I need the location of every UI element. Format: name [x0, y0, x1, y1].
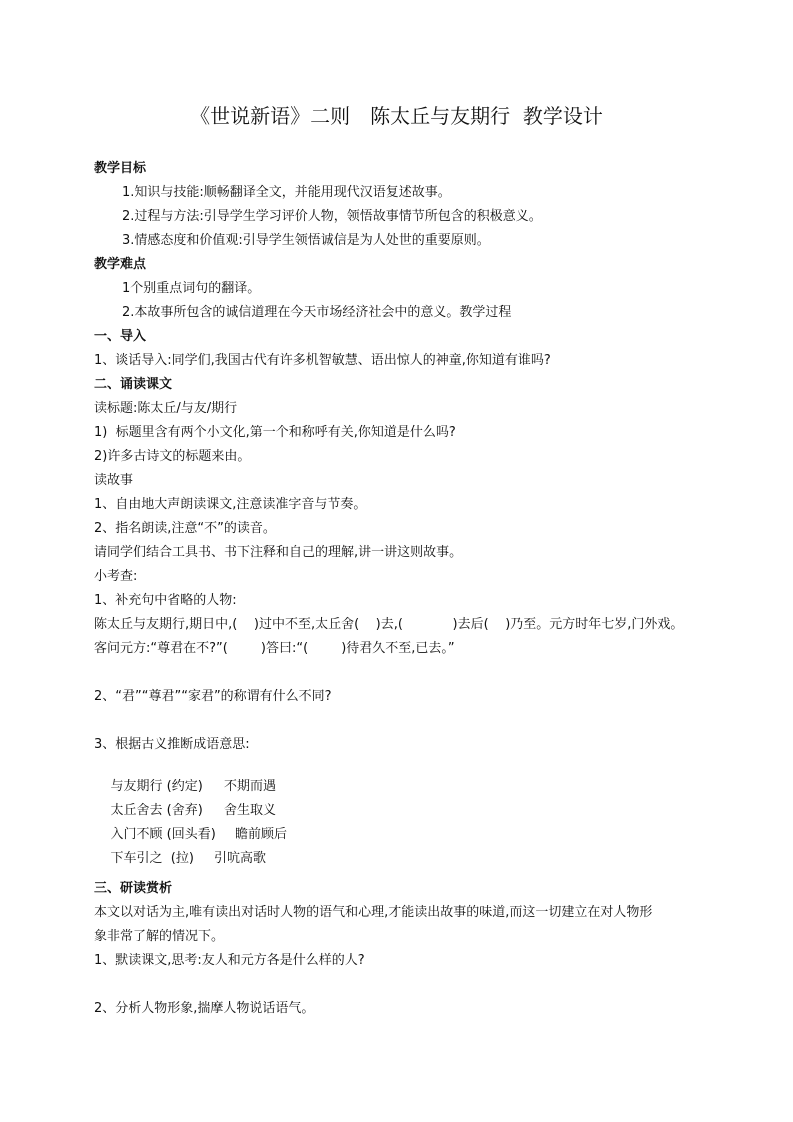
idiom-ancient: 下车引之 (拉) [110, 851, 194, 866]
section-heading-analysis: 三、研读赏析 [94, 881, 173, 896]
question-line: 2、“君”“尊君”“家君”的称谓有什么不同? [94, 689, 332, 704]
difficulty-item: 2.本故事所包含的诚信道理在今天市场经济社会中的意义。教学过程 [122, 305, 512, 320]
reading-line: 2、指名朗读,注意“不”的读音。 [94, 521, 276, 536]
reading-line: 读标题:陈太丘/与友/期行 [94, 401, 238, 416]
idiom-modern: 不期而遇 [224, 779, 277, 794]
objective-item: 3.情感态度和价值观:引导学生领悟诚信是为人处世的重要原则。 [122, 233, 490, 248]
reading-line: 1、自由地大声朗读课文,注意读准字音与节奏。 [94, 497, 367, 512]
objective-item: 2.过程与方法:引导学生学习评价人物，领悟故事情节所包含的积极意义。 [122, 209, 542, 224]
intro-line: 1、谈话导入:同学们,我国古代有许多机智敏慧、语出惊人的神童,你知道有谁吗? [94, 353, 551, 368]
reading-line: 客问元方:“尊君在不?”( )答曰:“( )待君久不至,已去。” [94, 641, 455, 656]
idiom-ancient: 与友期行 (约定) [110, 779, 203, 794]
analysis-line: 象非常了解的情况下。 [94, 929, 225, 944]
reading-line: 请同学们结合工具书、书下注释和自己的理解,讲一讲这则故事。 [94, 545, 463, 560]
analysis-line: 1、默读课文,思考:友人和元方各是什么样的人? [94, 953, 365, 968]
idiom-modern: 引吭高歌 [214, 851, 267, 866]
reading-line: 1、补充句中省略的人物: [94, 593, 237, 608]
idiom-ancient: 入门不顾 (回头看) [110, 827, 216, 842]
page-title: 《世说新语》二则 陈太丘与友期行 教学设计 [190, 104, 603, 128]
idiom-modern: 瞻前顾后 [235, 827, 288, 842]
idiom-modern: 舍生取义 [224, 803, 277, 818]
objectives-heading: 教学目标 [94, 161, 147, 176]
idiom-ancient: 太丘舍去 (舍弃) [110, 803, 203, 818]
reading-line: 1) 标题里含有两个小文化,第一个和称呼有关,你知道是什么吗? [94, 425, 456, 440]
section-heading-reading: 二、诵读课文 [94, 377, 173, 392]
idiom-row [94, 832, 267, 886]
difficulties-heading: 教学难点 [94, 257, 147, 272]
analysis-line: 本文以对话为主,唯有读出对话时人物的语气和心理,才能读出故事的味道,而这一切建立在对人物形 [94, 905, 653, 920]
objective-item: 1.知识与技能:顺畅翻译全文，并能用现代汉语复述故事。 [122, 185, 451, 200]
reading-line: 小考查: [94, 569, 138, 584]
question-line: 3、根据古义推断成语意思: [94, 737, 250, 752]
reading-line: 读故事 [94, 473, 134, 488]
difficulty-item: 1个别重点词句的翻译。 [122, 281, 261, 296]
section-heading-intro: 一、导入 [94, 329, 147, 344]
analysis-line: 2、分析人物形象,揣摩人物说话语气。 [94, 1001, 315, 1016]
reading-line: 2)许多古诗文的标题来由。 [94, 449, 251, 464]
reading-line: 陈太丘与友期行,期日中,( )过中不至,太丘舍( )去,( )去后( )乃至。元方时年七岁,门外戏。 [94, 617, 684, 632]
